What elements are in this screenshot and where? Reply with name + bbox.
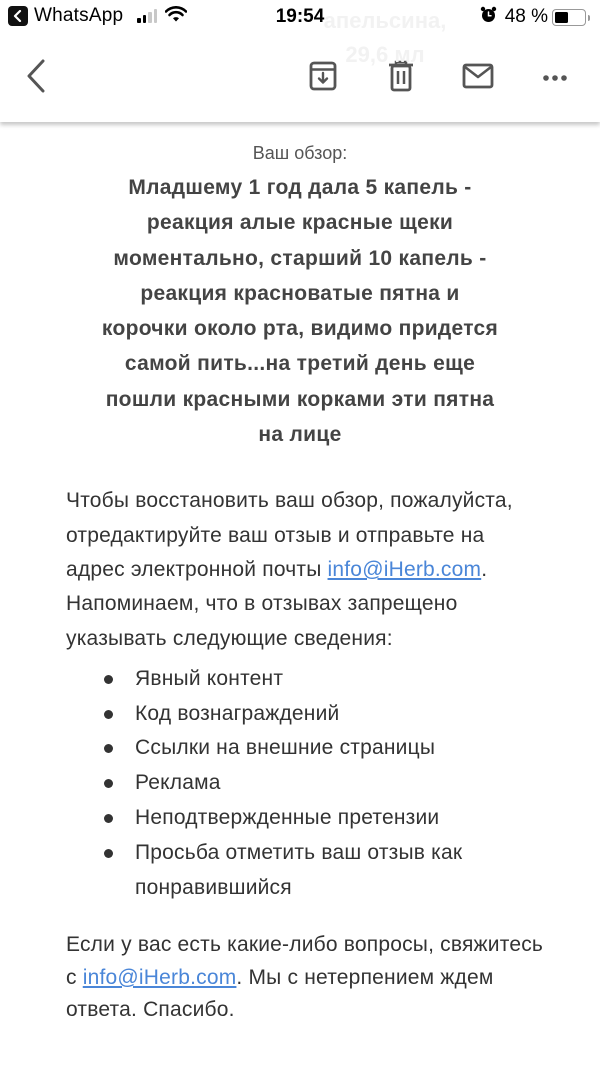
email-body: [0, 122, 600, 1027]
mail-icon: [462, 63, 494, 94]
list-item: Реклама: [104, 766, 524, 801]
ghost-title-line2: 29,6 мл: [345, 42, 425, 67]
para1-text-after: . Напоминаем, что в отзывах запрещено указывать следующие сведения:: [66, 557, 488, 650]
review-label: Ваш обзор:: [252, 143, 348, 163]
list-item: Неподтвержденные претензии: [104, 801, 524, 836]
ghost-title-line1: апельсина,: [323, 8, 447, 33]
mark-unread-button[interactable]: [458, 58, 498, 98]
list-item: Ссылки на внешние страницы: [104, 731, 524, 766]
back-app-label[interactable]: WhatsApp: [34, 5, 124, 26]
para2-text-before: Если у вас есть какие-либо вопросы, свяжитесь с: [66, 933, 544, 989]
battery-percent: 48 %: [504, 6, 548, 27]
para1-text-before: Чтобы восстановить ваш обзор, пожалуйста, отредактируйте ваш отзыв и отправьте на адрес электронной почты: [66, 489, 513, 581]
contact-paragraph: [66, 929, 546, 1027]
alarm-icon: [480, 6, 497, 28]
list-item: Явный контент: [104, 662, 524, 697]
trash-icon: [388, 60, 414, 97]
review-text: Младшему 1 год дала 5 капель - реакция алые красные щеки моментально, старший 10 капель - реакция красноватые пятна и корочки около рта, видимо придется самой пить...на третий день еще пошли красными корками эти пятна на лице: [101, 176, 499, 447]
email-toolbar: [0, 36, 600, 122]
more-button[interactable]: [535, 58, 575, 98]
email-link[interactable]: info@iHerb.com: [327, 557, 482, 581]
list-item: Просьба отметить ваш отзыв как понравившийся: [104, 836, 524, 906]
email-link[interactable]: info@iHerb.com: [82, 965, 237, 989]
chevron-left-icon: [25, 59, 47, 98]
status-bar: [0, 0, 600, 36]
list-item: Код вознаграждений: [104, 697, 524, 732]
para2-text-after: . Мы с нетерпением ждем ответа. Спасибо.: [66, 965, 494, 1022]
archive-icon: [309, 61, 337, 96]
archive-button[interactable]: [303, 58, 343, 98]
back-button[interactable]: [16, 58, 56, 98]
status-time: 19:54: [275, 6, 325, 27]
more-horizontal-icon: [542, 69, 568, 87]
delete-button[interactable]: [381, 58, 421, 98]
prohibited-list: [104, 662, 524, 906]
battery-icon: [552, 9, 586, 26]
status-bar-right: [480, 6, 586, 28]
restore-instructions: [66, 484, 546, 655]
